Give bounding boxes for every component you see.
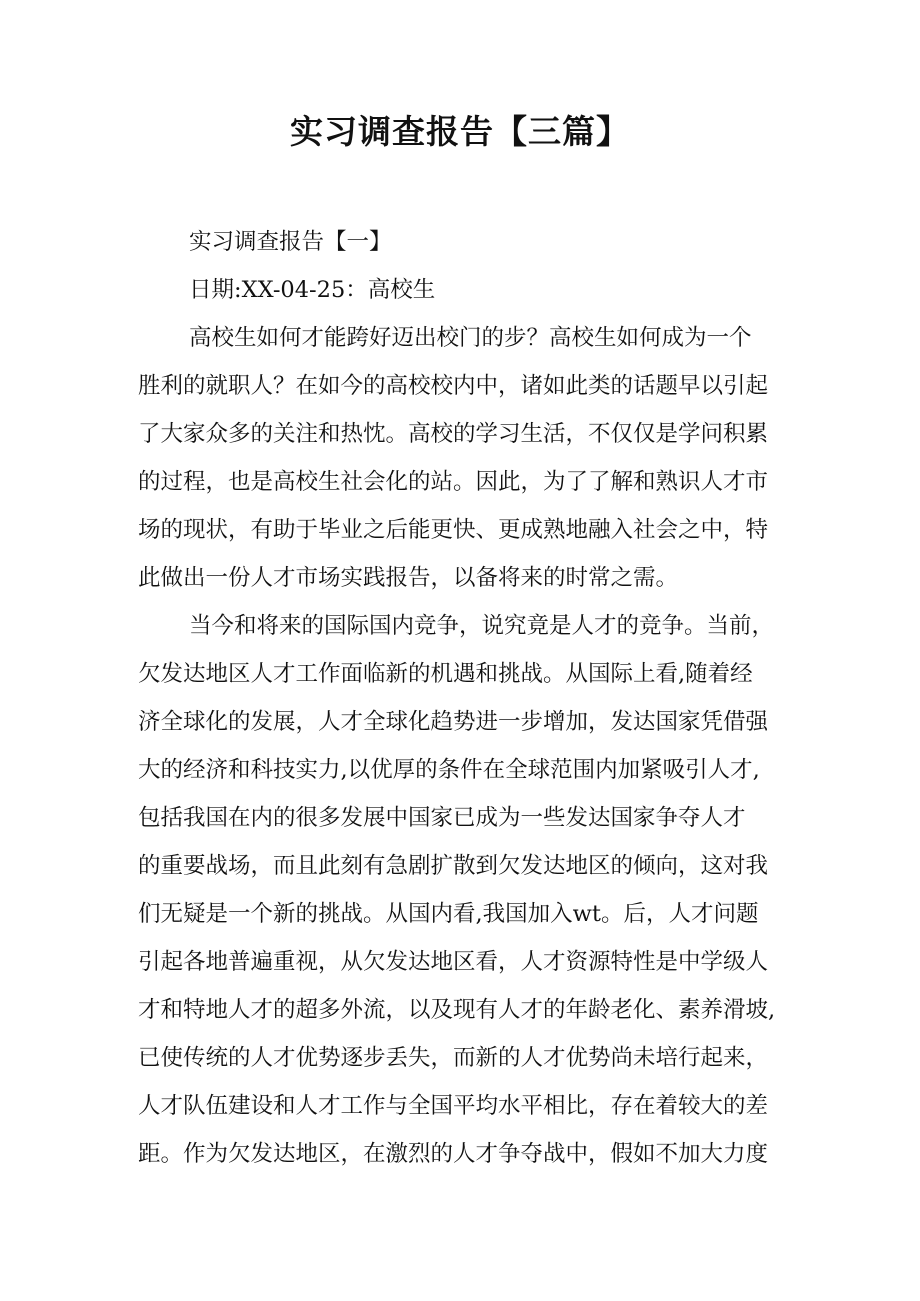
text-line: 欠发达地区人才工作面临新的机遇和挑战。从国际上看,随着经 xyxy=(138,661,753,687)
text-line: 的重要战场，而且此刻有急剧扩散到欠发达地区的倾向，这对我 xyxy=(138,853,769,879)
text-line: 胜利的就职人？在如今的高校校内中，诸如此类的话题早以引起 xyxy=(138,373,769,399)
text-line: 引起各地普遍重视，从欠发达地区看，人才资源特性是中学级人 xyxy=(138,949,769,975)
text-line: 当今和将来的国际国内竞争，说究竟是人才的竞争。当前， xyxy=(189,613,775,639)
text-line: 的过程，也是高校生社会化的站。因此，为了了解和熟识人才市 xyxy=(138,469,769,495)
text-line: 包括我国在内的很多发展中国家已成为一些发达国家争夺人才 xyxy=(138,805,746,831)
section-heading: 实习调查报告【一】 xyxy=(189,229,392,255)
text-line: 了大家众多的关注和热忱。高校的学习生活，不仅仅是学问积累 xyxy=(138,421,769,447)
text-line: 济全球化的发展，人才全球化趋势进一步增加，发达国家凭借强 xyxy=(138,709,769,735)
text-line: 人才队伍建设和人才工作与全国平均水平相比，存在着较大的差 xyxy=(138,1093,769,1119)
text-line: 场的现状，有助于毕业之后能更快、更成熟地融入社会之中，特 xyxy=(138,517,769,543)
text-line: 已使传统的人才优势逐步丢失，而新的人才优势尚未培行起来， xyxy=(138,1045,769,1071)
text-line: 才和特地人才的超多外流，以及现有人才的年龄老化、素养滑坡, xyxy=(138,997,776,1023)
text-line: 大的经济和科技实力,以优厚的条件在全球范围内加紧吸引人才, xyxy=(138,757,760,783)
text-line: 们无疑是一个新的挑战。从国内看,我国加入wt。后，人才问题 xyxy=(138,901,759,927)
text-line: 此做出一份人才市场实践报告，以备将来的时常之需。 xyxy=(138,565,679,591)
date-line: 日期:XX-04-25：高校生 xyxy=(189,277,436,303)
document-title: 实习调查报告【三篇】 xyxy=(290,112,630,151)
text-line: 高校生如何才能跨好迈出校门的步？高校生如何成为一个 xyxy=(189,325,752,351)
text-line: 距。作为欠发达地区，在激烈的人才争夺战中，假如不加大力度 xyxy=(138,1141,769,1167)
